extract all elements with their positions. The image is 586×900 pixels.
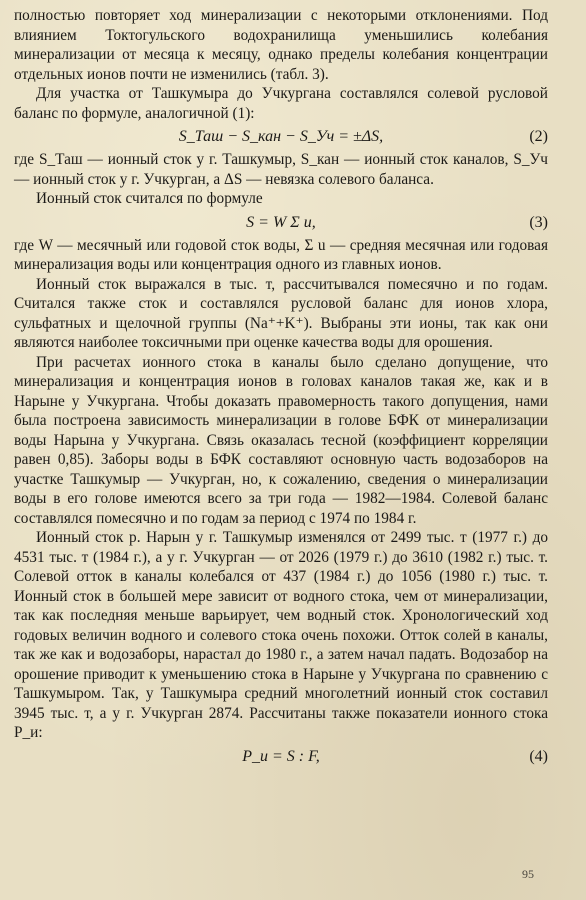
equation-number: (4) bbox=[529, 747, 548, 765]
paragraph: Ионный сток р. Нарын у г. Ташкумыр изменялся от 2499 тыс. т (1977 г.) до 4531 тыс. т (1984 г.), а у г. Учкурган — от 2026 (1979 г.) до 3610 (1982 г.) тыс. т. Солевой отток в каналы колебался от 437 (1984 г.) до 1056 (1980 г.) тыс. т. Ионный сток в большей мере зависит от водного стока, чем от минерализации, так как последняя меньше варьирует, чем водный сток. Хронологический ход годовых величин водного и солевого стока очень похожи. Отток солей в каналы, так же как и водозаборы, нарастал до 1980 г., а затем начал падать. Водозабор на орошение приводит к уменьшению стока в Нарыне у Учкургана по сравнению с Ташкумыром. Так, у Ташкумыра средний многолетний ионный сток составил 3945 тыс. т, а у г. Учкурган 2874. Рассчитаны также показатели ионного стока P_и: bbox=[14, 529, 548, 741]
paragraph: где W — месячный или годовой сток воды, Σ u — средняя месячная или годовая минерализация воды или концентрация одного из главных ионов. bbox=[14, 236, 548, 273]
paragraph: Ионный сток считался по формуле bbox=[36, 190, 263, 207]
paragraph: где S_Таш — ионный сток у г. Ташкумыр, S_кан — ионный сток каналов, S_Уч — ионный сток у г. Учкурган, а ΔS — невязка солевого баланса. bbox=[14, 151, 548, 188]
formula-text: S_Таш − S_кан − S_Уч = ±ΔS, bbox=[178, 128, 384, 145]
formula-3 bbox=[14, 212, 548, 234]
page-number: 95 bbox=[522, 867, 534, 881]
text-body bbox=[14, 6, 548, 770]
equation-number: (2) bbox=[529, 128, 548, 145]
paragraph: Для участка от Ташкумыра до Учкургана составлялся солевой русловой баланс по формуле, аналогичной (1): bbox=[14, 85, 548, 122]
paragraph: полностью повторяет ход минерализации с некоторыми отклонениями. Под влиянием Токтогульского водохранилища уменьшились колебания минерализации от месяца к месяцу, однако пределы колебания концентрации отдельных ионов почти не изменились (табл. 3). bbox=[14, 7, 548, 83]
formula-text: S = W Σ u, bbox=[246, 213, 316, 231]
formula-text: P_и = S : F, bbox=[242, 747, 320, 765]
paragraph: Ионный сток выражался в тыс. т, рассчитывался помесячно и по годам. Считался также сток и составлялся русловой баланс для ионов хлора, сульфатных и щелочной группы (Na⁺+K⁺). Выбраны эти ионы, так как они являются наиболее токсичными при оценке качества воды для орошения. bbox=[14, 275, 548, 351]
formula-4 bbox=[14, 746, 548, 768]
equation-number: (3) bbox=[529, 213, 548, 231]
paragraph: При расчетах ионного стока в каналы было сделано допущение, что минерализация и концентрация ионов в головах каналов такая же, как и в Нарыне у Учкургана. Чтобы доказать правомерность такого допущения, нами была построена зависимость минерализации в голове БФК от минерализации воды Нарына у Учкургана. Связь оказалась тесной (коэффициент корреляции равен 0,85). Заборы воды в БФК составляют основную часть водозаборов на участке Ташкумыр — Учкурган, но, к сожалению, сведения о минерализации воды в его голове имеются всего за три года — 1982—1984. Солевой баланс составлялся помесячно и по годам за период с 1974 по 1984 г. bbox=[14, 353, 548, 527]
formula-2 bbox=[14, 126, 548, 148]
